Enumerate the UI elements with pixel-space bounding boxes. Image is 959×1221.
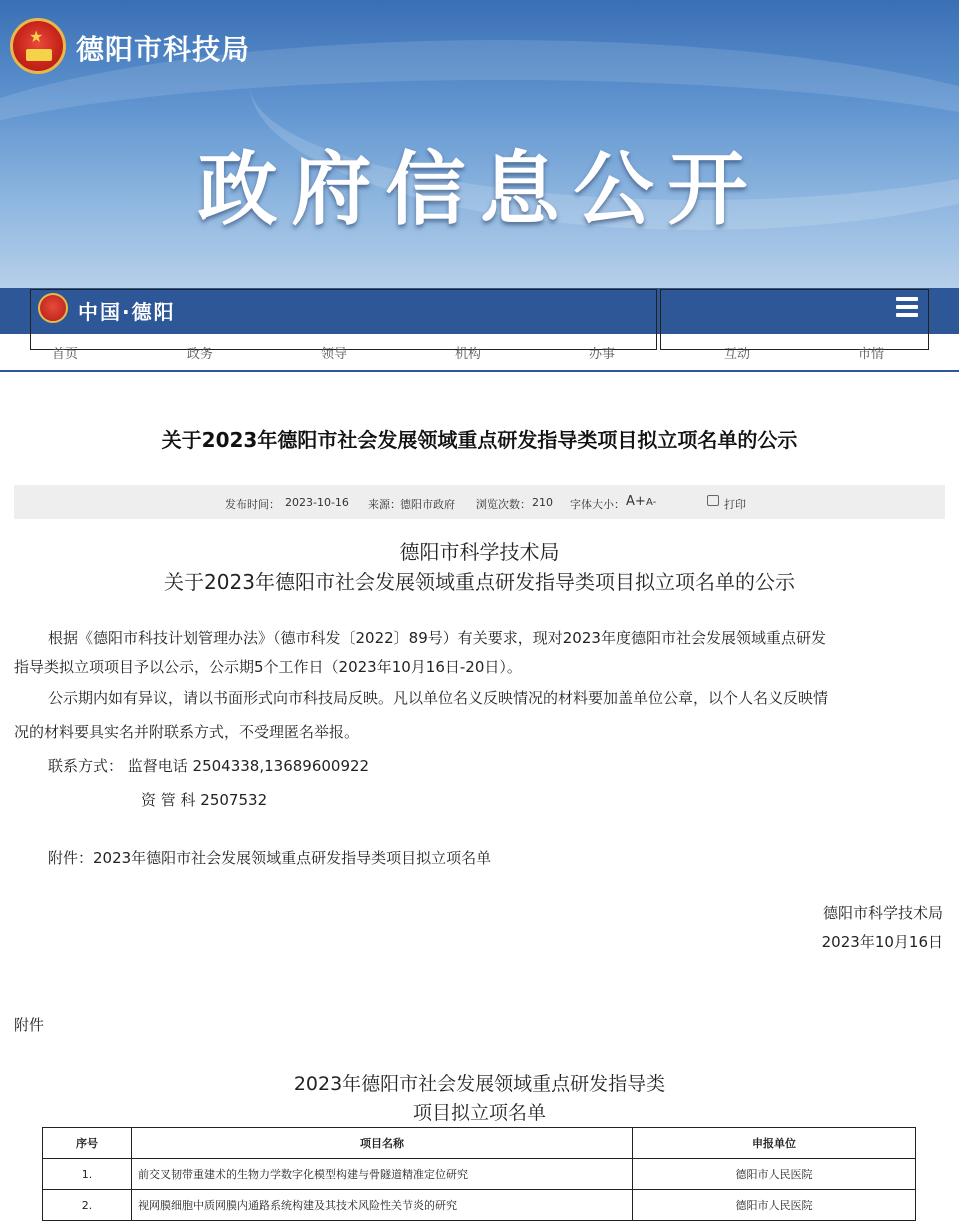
list-title-line-1: 2023年德阳市社会发展领域重点研发指导类 <box>293 1073 666 1095</box>
national-emblem-icon: ★ <box>10 18 66 74</box>
nav-brand[interactable]: 中国·德阳 <box>78 300 176 324</box>
body-paragraph-1-line-2: 指导类拟立项项目予以公示，公示期5个工作日（2023年10月16日-20日）。 <box>14 658 522 676</box>
nav-item-services[interactable]: 办事 <box>589 347 616 362</box>
publish-date: 2023-10-16 <box>285 496 349 509</box>
table-header-row <box>43 1128 916 1159</box>
nav-menu <box>0 343 959 363</box>
list-title-line-2: 项目拟立项名单 <box>412 1102 546 1124</box>
signature-org: 德阳市科学技术局 <box>822 904 943 922</box>
nav-highlight-box <box>30 289 657 350</box>
nav-item-government-affairs[interactable]: 政务 <box>187 347 214 362</box>
font-size-label: 字体大小： <box>570 498 625 511</box>
body-paragraph-2-line-2: 况的材料要具实名并附联系方式，不受理匿名举报。 <box>14 723 360 741</box>
nav-divider <box>0 370 959 372</box>
header-banner <box>0 0 959 290</box>
body-paragraph-2-line-1: 公示期内如有异议，请以书面形式向市科技局反映。凡以单位名义反映情况的材料要加盖单位公章，以个人名义反映情 <box>48 689 829 707</box>
nav-item-city-info[interactable]: 市情 <box>858 347 885 362</box>
article-meta-bar <box>14 485 945 519</box>
nav-item-interaction[interactable]: 互动 <box>724 347 751 362</box>
article-title: 关于2023年德阳市社会发展领域重点研发指导类项目拟立项名单的公示 <box>161 428 798 452</box>
table-row <box>43 1159 916 1190</box>
font-decrease-button[interactable]: A- <box>646 497 657 508</box>
source-value: 德阳市政府 <box>400 498 455 511</box>
cell-unit: 德阳市人民医院 <box>633 1190 916 1221</box>
body-paragraph-1-line-1: 根据《德阳市科技计划管理办法》（德市科发〔2022〕89号）有关要求，现对2023年度德阳市社会发展领域重点研发 <box>48 629 826 647</box>
attachment-reference: 附件：2023年德阳市社会发展领域重点研发指导类项目拟立项名单 <box>48 849 492 867</box>
project-list-table <box>42 1127 916 1221</box>
column-header-no: 序号 <box>43 1128 132 1159</box>
article-subtitle: 关于2023年德阳市社会发展领域重点研发指导类项目拟立项名单的公示 <box>164 570 795 594</box>
views-label: 浏览次数： <box>476 498 531 511</box>
column-header-unit: 申报单位 <box>633 1128 916 1159</box>
print-button[interactable]: 打印 <box>724 498 746 511</box>
nav-item-institutions[interactable]: 机构 <box>455 347 482 362</box>
cell-project: 前交叉韧带重建术的生物力学数字化模型构建与骨隧道精准定位研究 <box>132 1159 633 1190</box>
views-count: 210 <box>532 496 553 509</box>
column-header-project: 项目名称 <box>132 1128 633 1159</box>
nav-item-leaders[interactable]: 领导 <box>321 347 348 362</box>
cell-unit: 德阳市人民医院 <box>633 1159 916 1190</box>
cell-no: 2. <box>43 1190 132 1221</box>
menu-icon[interactable] <box>896 297 918 319</box>
printer-icon[interactable] <box>707 495 719 506</box>
nav-item-home[interactable]: 首页 <box>52 347 79 362</box>
contact-line-2: 资 管 科 2507532 <box>141 791 268 809</box>
table-row <box>43 1190 916 1221</box>
font-increase-button[interactable]: A+ <box>626 494 646 509</box>
cell-no: 1. <box>43 1159 132 1190</box>
contact-line-1: 联系方式： 监督电话 2504338,13689600922 <box>48 757 370 775</box>
issuing-org: 德阳市科学技术局 <box>399 540 560 564</box>
banner-title: 政府信息公开 <box>197 143 762 236</box>
publish-label: 发布时间： <box>225 498 280 511</box>
signature-date: 2023年10月16日 <box>821 933 943 951</box>
site-name[interactable]: 德阳市科技局 <box>76 33 251 66</box>
attachment-label: 附件 <box>14 1016 45 1034</box>
source-label: 来源： <box>368 498 401 511</box>
cell-project: 视网膜细胞中质网膜内通路系统构建及其技术风险性关节炎的研究 <box>132 1190 633 1221</box>
nav-highlight-box <box>660 289 929 350</box>
